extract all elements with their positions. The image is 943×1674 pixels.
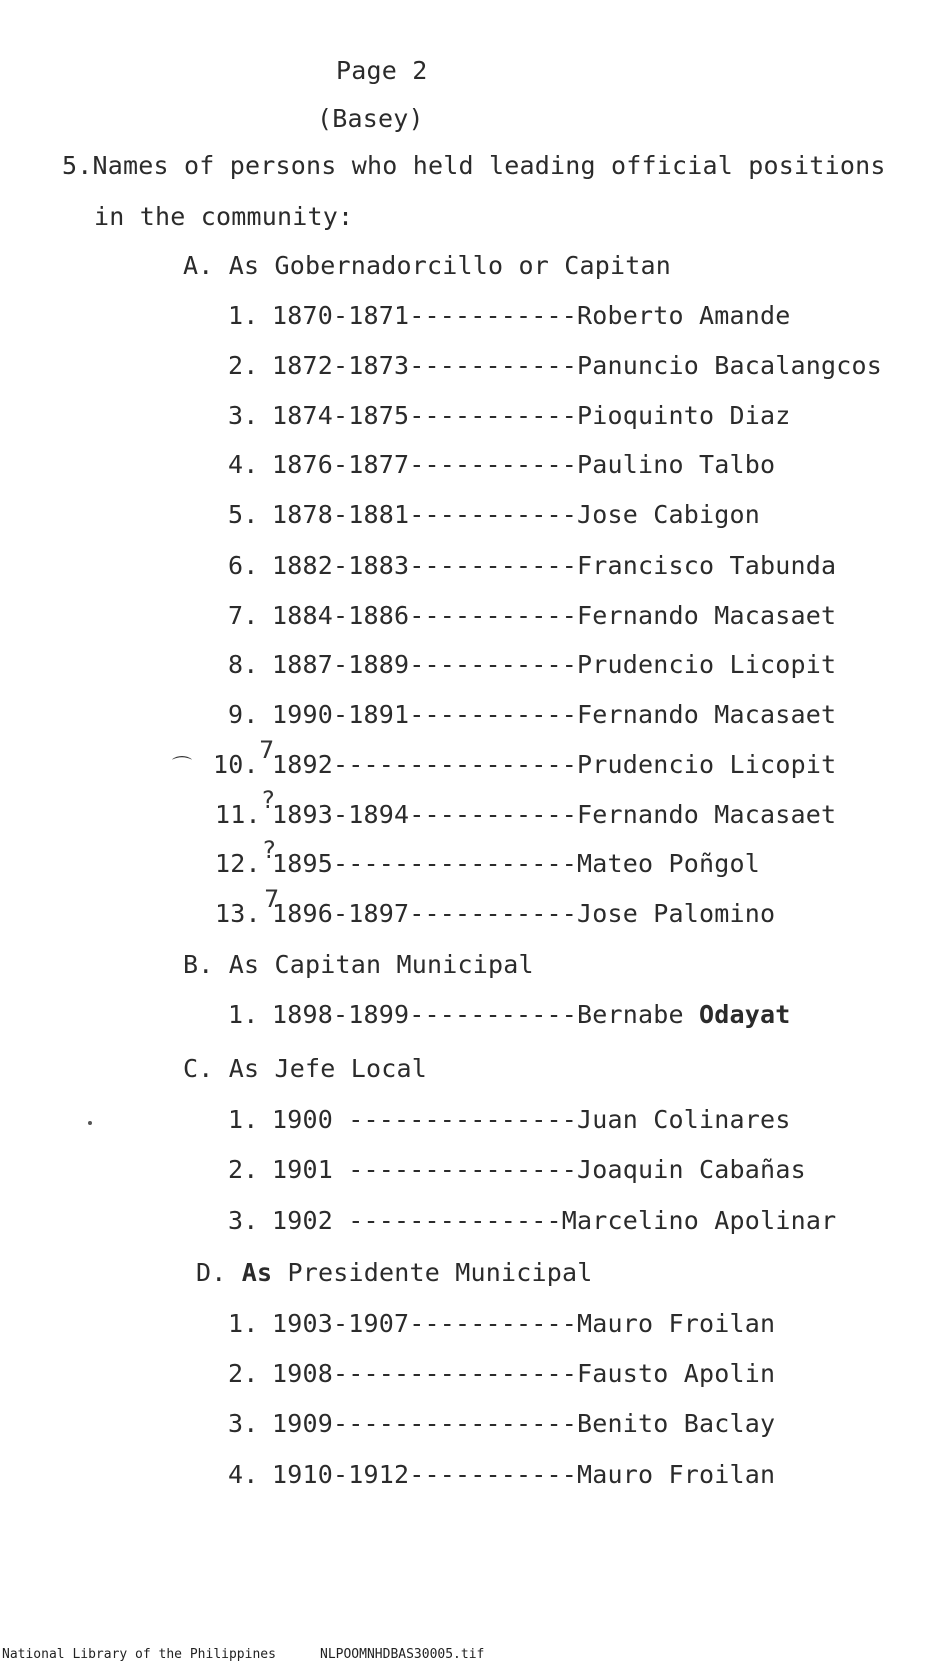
item-dashes: ----------- [409,800,578,829]
list-item [215,802,836,827]
item-number: 3. [228,1409,259,1438]
item-name: Marcelino Apolinar [561,1206,837,1235]
list-item [228,353,882,378]
item-years: 1874-1875 [272,401,410,430]
item-name-overtyped: Odayat [699,1000,791,1029]
item-dashes: ----------- [409,650,578,679]
item-dashes: ----------- [409,899,578,928]
item-number: 2. [228,351,259,380]
list-item [228,652,836,677]
item-years: 1902 [272,1206,334,1235]
item-years: 1887-1889 [272,650,410,679]
item-name: Paulino Talbo [577,450,776,479]
item-name: Fernando Macasaet [577,700,837,729]
list-item [228,1361,775,1386]
item-years: 1908 [272,1359,334,1388]
item-number: 6. [228,551,259,580]
item-number: 10. [213,750,259,779]
item-years: 1878-1881 [272,500,410,529]
item-dashes: ----------- [409,301,578,330]
item-name: Bernabe [577,1000,700,1029]
footer-filename: NLPOOMNHDBAS30005.tif [320,1647,485,1662]
heading-overtyped-word: As [241,1258,273,1287]
item-dashes: ---------------- [333,1409,578,1438]
item-dashes: ----------- [409,351,578,380]
item-years: 1901 [272,1155,334,1184]
item-number: 7. [228,601,259,630]
item-name: Mateo Poñgol [577,849,761,878]
list-item [228,303,791,328]
item-number: 2. [228,1359,259,1388]
item-number: 3. [228,1206,259,1235]
list-item [228,502,760,527]
item-name: Panuncio Bacalangcos [577,351,883,380]
list-item [228,603,836,628]
item-dashes: ----------- [409,1309,578,1338]
item-years: 1903-1907 [272,1309,410,1338]
item-name: Jose Cabigon [577,500,761,529]
item-name: Pioquinto Diaz [577,401,791,430]
item-dashes: ----------- [409,500,578,529]
item-years: 1895 [272,849,334,878]
section-b-heading: B. As Capitan Municipal [183,950,534,979]
item-dashes: ---------------- [333,1359,578,1388]
section-a-heading: A. As Gobernadorcillo or Capitan [183,251,672,280]
item-name: Prudencio Licopit [577,750,837,779]
item-dashes: ---------------- [333,849,578,878]
item-name: Fernando Macasaet [577,601,837,630]
list-item [215,901,775,926]
item-dashes: ----------- [409,551,578,580]
list-item [228,553,836,578]
handwritten-mark-13: 7 [264,885,280,913]
handwritten-mark-11: ? [262,786,275,814]
item-number: 9. [228,700,259,729]
scan-speck [88,1121,92,1125]
item-years: 1896-1897 [272,899,410,928]
item-dashes: ---------------- [333,750,578,779]
list-item [228,1208,836,1233]
intro-line-1: 5.Names of persons who held leading official positions [62,151,886,180]
item-number: 1. [228,1309,259,1338]
item-number: 4. [228,450,259,479]
list-item [215,851,760,876]
list-item [228,1411,775,1436]
item-number: 1. [228,1000,259,1029]
side-pen-mark: ⌒ [172,754,192,778]
item-years: 1990-1891 [272,700,410,729]
item-name: Joaquin Cabañas [577,1155,806,1184]
item-name: Juan Colinares [577,1105,791,1134]
item-number: 11. [215,800,261,829]
item-dashes: -------------- [333,1206,562,1235]
item-years: 1909 [272,1409,334,1438]
item-name: Prudencio Licopit [577,650,837,679]
item-dashes: ----------- [409,1000,578,1029]
item-years: 1882-1883 [272,551,410,580]
item-years: 1892 [272,750,334,779]
town-label: (Basey) [317,104,424,133]
item-name: Roberto Amande [577,301,791,330]
item-years: 1898-1899 [272,1000,410,1029]
item-number: 1. [228,1105,259,1134]
item-name: Jose Palomino [577,899,776,928]
item-number: 3. [228,401,259,430]
item-dashes: ----------- [409,401,578,430]
item-dashes: ----------- [409,1460,578,1489]
list-item [228,702,836,727]
item-years: 1893-1894 [272,800,410,829]
section-c-heading: C. As Jefe Local [183,1054,428,1083]
item-name: Mauro Froilan [577,1460,776,1489]
intro-line-2: in the community: [94,202,354,231]
page-label: Page 2 [336,56,428,85]
footer-library: National Library of the Philippines [2,1647,276,1662]
item-dashes: --------------- [333,1105,578,1134]
list-item [213,752,836,777]
item-number: 12. [215,849,261,878]
item-years: 1910-1912 [272,1460,410,1489]
item-dashes: ----------- [409,700,578,729]
item-years: 1872-1873 [272,351,410,380]
item-years: 1870-1871 [272,301,410,330]
heading-letter: D. [196,1258,242,1287]
list-item [228,452,775,477]
item-years: 1900 [272,1105,334,1134]
item-years: 1876-1877 [272,450,410,479]
item-number: 4. [228,1460,259,1489]
item-number: 5. [228,500,259,529]
heading-rest: Presidente Municipal [272,1258,593,1287]
list-item [228,1157,806,1182]
list-item [228,403,791,428]
item-name: Fausto Apolin [577,1359,776,1388]
item-number: 2. [228,1155,259,1184]
item-years: 1884-1886 [272,601,410,630]
item-name: Francisco Tabunda [577,551,837,580]
list-item [228,1462,775,1487]
item-dashes: --------------- [333,1155,578,1184]
item-name: Benito Baclay [577,1409,776,1438]
list-item [228,1311,775,1336]
list-item [228,1107,791,1132]
handwritten-mark-10: 7 [259,736,275,764]
section-d-heading [196,1260,593,1285]
item-name: Mauro Froilan [577,1309,776,1338]
handwritten-mark-12: ? [263,836,276,864]
item-name: Fernando Macasaet [577,800,837,829]
item-number: 1. [228,301,259,330]
item-dashes: ----------- [409,450,578,479]
item-dashes: ----------- [409,601,578,630]
item-number: 13. [215,899,261,928]
item-number: 8. [228,650,259,679]
list-item [228,1002,791,1027]
